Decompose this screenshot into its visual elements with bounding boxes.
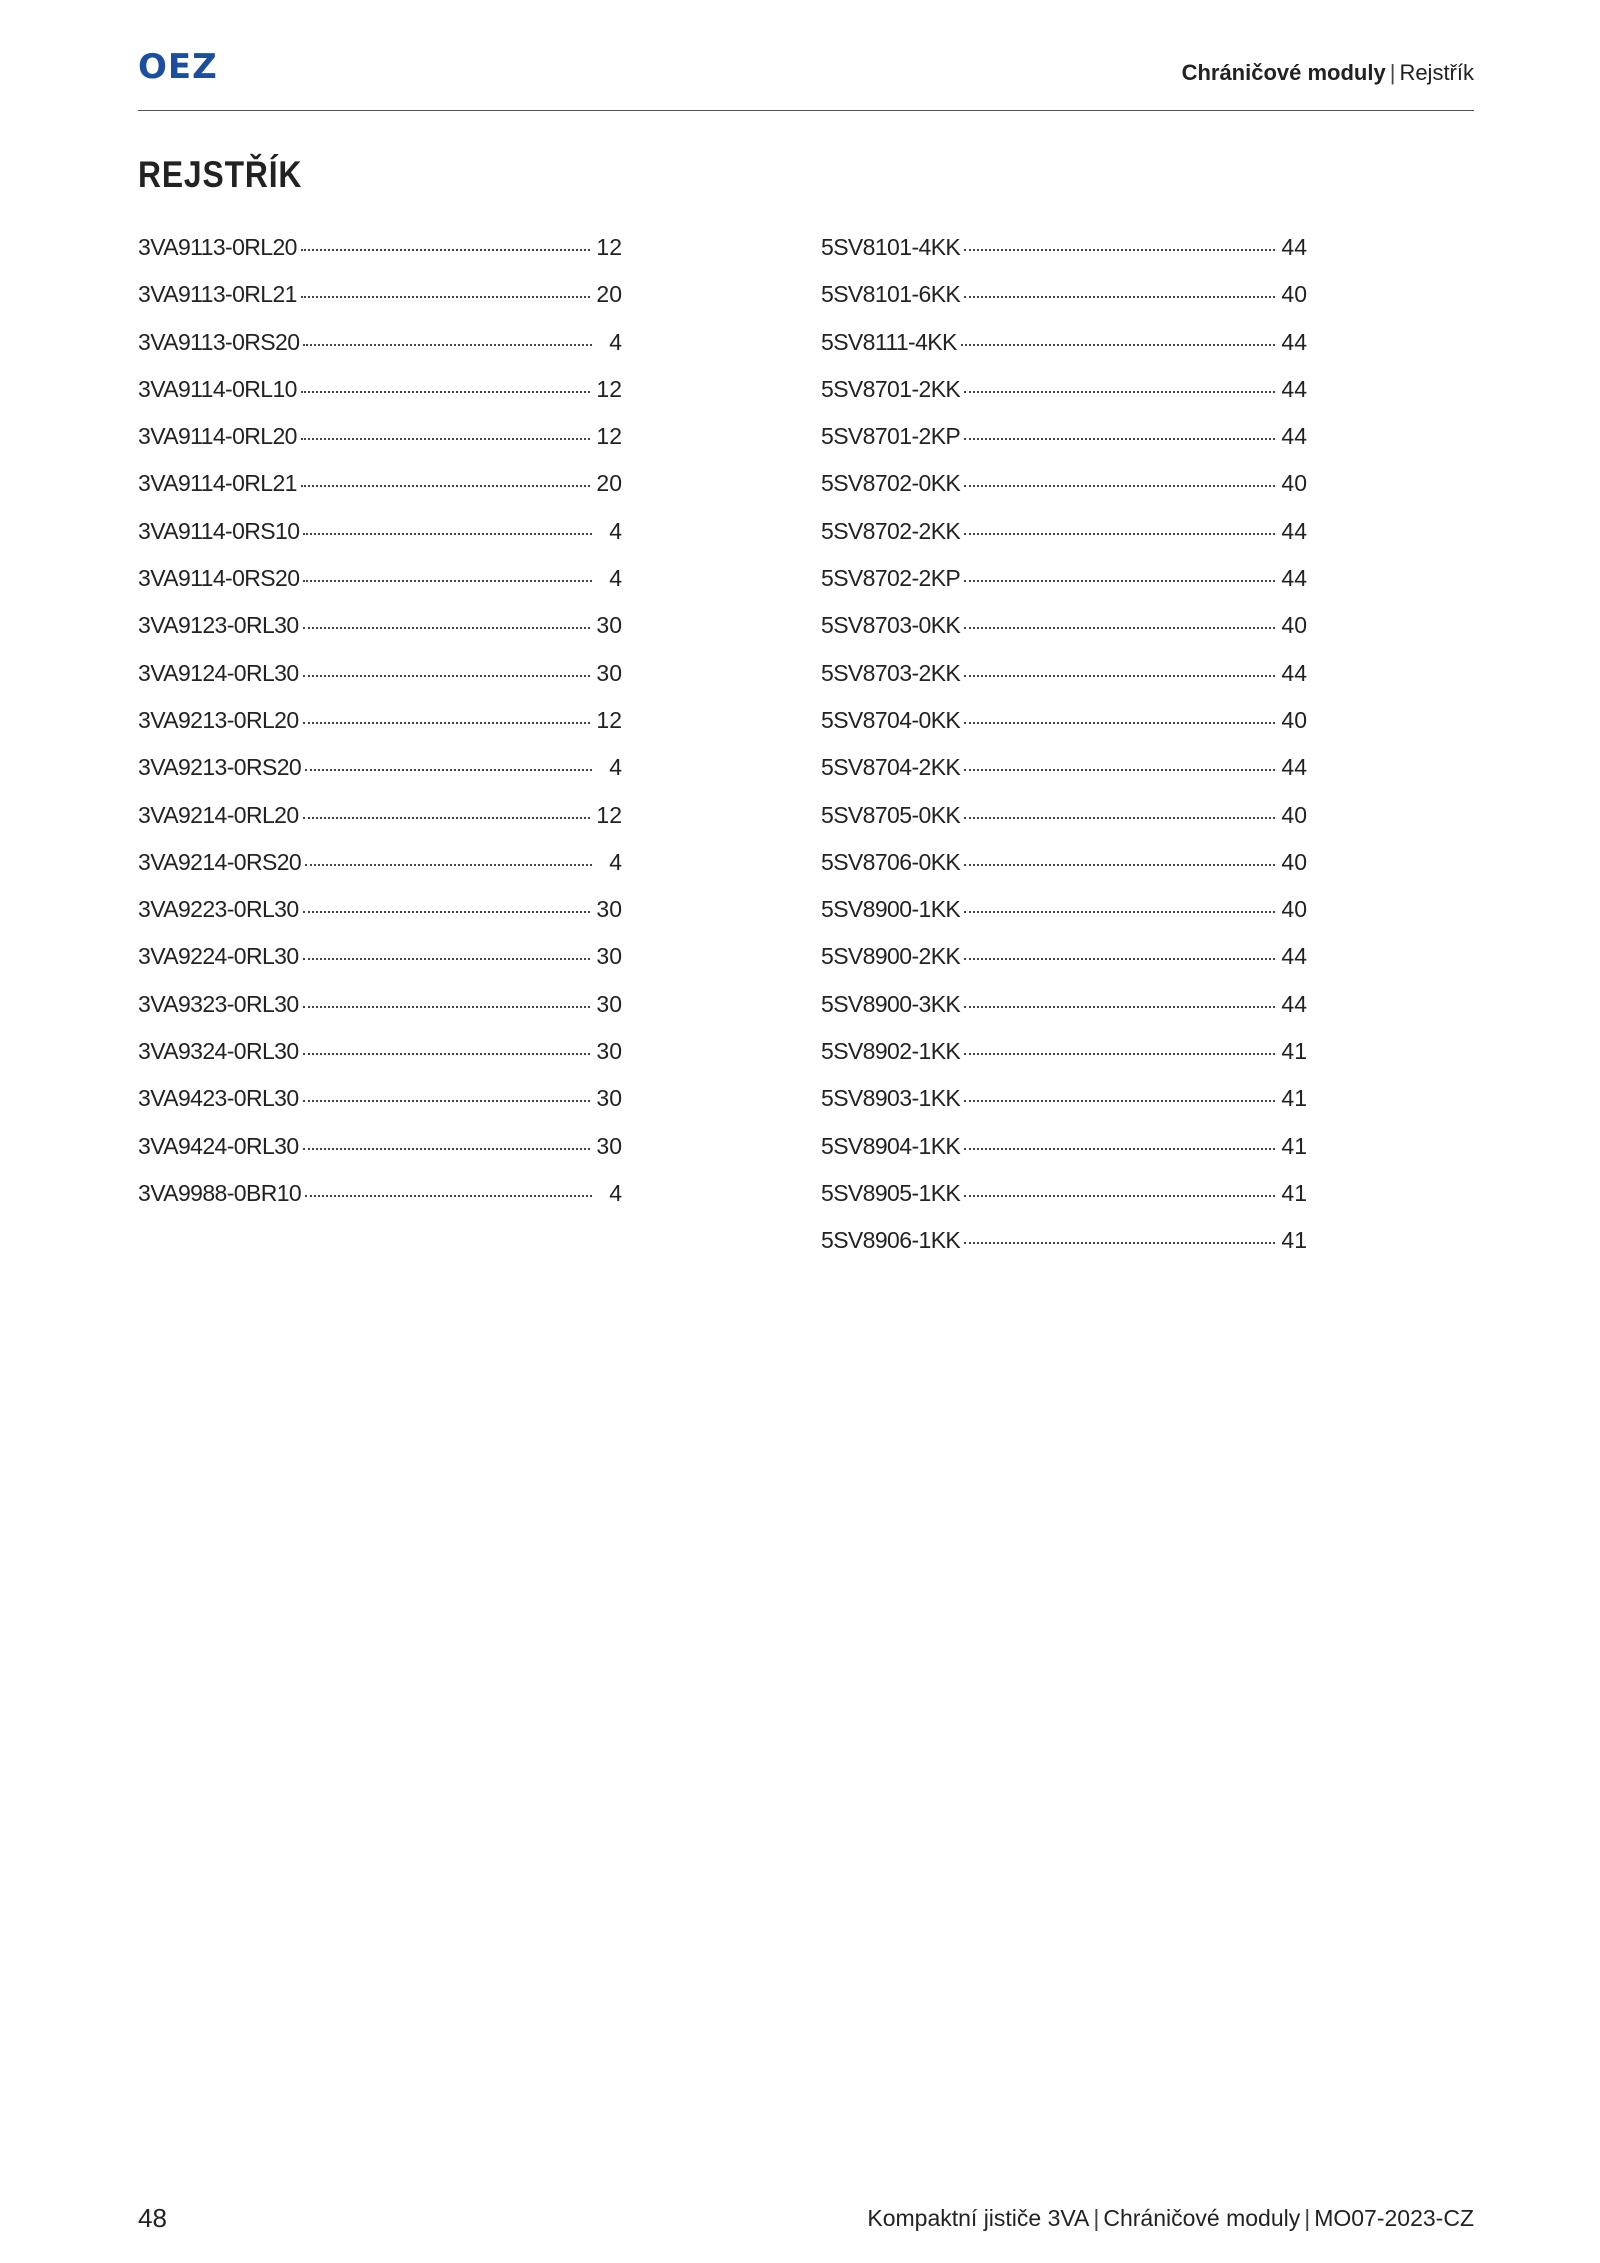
dot-leader [964, 1148, 1275, 1150]
index-entry [821, 849, 1307, 896]
dot-leader [303, 344, 592, 346]
index-entry-page: 44 [1281, 943, 1307, 970]
dot-leader [303, 722, 591, 724]
index-entry-page: 30 [596, 659, 622, 686]
index-entry-code: 3VA9213-0RL20 [138, 706, 299, 733]
index-entry-page: 41 [1281, 1179, 1307, 1206]
index-entry-code: 5SV8101-6KK [821, 281, 961, 308]
dot-leader [301, 296, 591, 298]
index-entry [138, 281, 622, 328]
dot-leader [301, 485, 591, 487]
header-section: Chráničové moduly [1181, 60, 1386, 85]
header-separator: | [1389, 60, 1396, 85]
index-entry-page: 41 [1281, 1132, 1307, 1159]
dot-leader [964, 722, 1275, 724]
index-entry-code: 5SV8900-1KK [821, 896, 961, 923]
index-entry-page: 30 [596, 1085, 622, 1112]
index-entry [138, 423, 622, 470]
index-entry-page: 40 [1281, 706, 1307, 733]
header-subsection: Rejstřík [1399, 60, 1474, 85]
index-entry-code: 3VA9423-0RL30 [138, 1085, 299, 1112]
index-entry [138, 896, 622, 943]
index-entry-code: 3VA9224-0RL30 [138, 943, 299, 970]
index-entry [138, 234, 622, 281]
index-entry [138, 1133, 622, 1180]
dot-leader [303, 817, 591, 819]
index-entry [821, 1085, 1307, 1132]
index-entry [138, 376, 622, 423]
index-entry [821, 281, 1307, 328]
dot-leader [964, 1100, 1275, 1102]
dot-leader [964, 1195, 1275, 1197]
index-entry-code: 5SV8900-2KK [821, 943, 961, 970]
index-entry-code: 5SV8902-1KK [821, 1038, 961, 1065]
index-entry-page: 44 [1281, 754, 1307, 781]
index-entry [821, 896, 1307, 943]
page-number: 48 [138, 2203, 167, 2233]
index-entry-code: 3VA9324-0RL30 [138, 1038, 299, 1065]
index-entry-page: 4 [609, 565, 622, 592]
index-entry [821, 943, 1307, 990]
index-entry-page: 44 [1281, 565, 1307, 592]
index-entry [821, 612, 1307, 659]
index-entry [138, 943, 622, 990]
index-entry-code: 5SV8706-0KK [821, 848, 961, 875]
dot-leader [305, 1195, 592, 1197]
index-entry-page: 12 [596, 423, 622, 450]
index-entry-code: 5SV8702-2KP [821, 565, 961, 592]
header-divider [138, 110, 1474, 111]
index-entry-code: 5SV8702-0KK [821, 470, 961, 497]
index-entry-page: 4 [609, 848, 622, 875]
index-entry [821, 565, 1307, 612]
index-entry-code: 5SV8906-1KK [821, 1227, 961, 1254]
index-entry-page: 30 [596, 943, 622, 970]
index-column-right [821, 234, 1307, 1275]
dot-leader [301, 249, 591, 251]
index-entry-page: 40 [1281, 612, 1307, 639]
index-entry-code: 3VA9124-0RL30 [138, 659, 299, 686]
dot-leader [964, 1053, 1275, 1055]
index-entry [138, 565, 622, 612]
index-entry [138, 802, 622, 849]
index-entry [138, 849, 622, 896]
footer-separator: | [1093, 2205, 1100, 2231]
dot-leader [964, 533, 1275, 535]
index-entry-page: 41 [1281, 1227, 1307, 1254]
dot-leader [303, 958, 591, 960]
index-entry-code: 3VA9214-0RS20 [138, 848, 302, 875]
index-entry-page: 4 [609, 1179, 622, 1206]
index-entry-code: 3VA9323-0RL30 [138, 990, 299, 1017]
index-entry-code: 5SV8111-4KK [821, 328, 957, 355]
index-entry-code: 3VA9223-0RL30 [138, 896, 299, 923]
index-entry-page: 12 [596, 801, 622, 828]
index-entry [138, 612, 622, 659]
index-entry-code: 5SV8703-2KK [821, 659, 961, 686]
dot-leader [964, 249, 1275, 251]
index-entry [821, 802, 1307, 849]
index-entry [821, 1180, 1307, 1227]
dot-leader [301, 438, 591, 440]
index-entry-page: 30 [596, 990, 622, 1017]
dot-leader [964, 296, 1275, 298]
dot-leader [964, 627, 1275, 629]
index-entry-page: 4 [609, 328, 622, 355]
index-entry-code: 3VA9114-0RS10 [138, 517, 300, 544]
index-entry-page: 44 [1281, 517, 1307, 544]
index-entry [138, 1180, 622, 1227]
index-entry-code: 3VA9113-0RL21 [138, 281, 297, 308]
index-entry-page: 44 [1281, 990, 1307, 1017]
index-entry-code: 5SV8701-2KP [821, 423, 961, 450]
index-entry-code: 3VA9123-0RL30 [138, 612, 299, 639]
dot-leader [303, 1100, 591, 1102]
index-entry-code: 3VA9424-0RL30 [138, 1132, 299, 1159]
index-entry-code: 3VA9988-0BR10 [138, 1179, 302, 1206]
index-entry-page: 4 [609, 517, 622, 544]
index-entry-page: 44 [1281, 234, 1307, 260]
index-entry-page: 30 [596, 612, 622, 639]
index-entry-page: 20 [596, 281, 622, 308]
dot-leader [303, 1148, 591, 1150]
dot-leader [964, 1006, 1275, 1008]
dot-leader [964, 769, 1275, 771]
index-entry-code: 3VA9114-0RL20 [138, 423, 297, 450]
page-title: REJSTŘÍK [138, 154, 303, 195]
dot-leader [301, 391, 591, 393]
index-entry [138, 991, 622, 1038]
index-entry [821, 423, 1307, 470]
index-entry-page: 30 [596, 1132, 622, 1159]
index-entry-code: 5SV8702-2KK [821, 517, 961, 544]
index-entry-page: 12 [596, 234, 622, 260]
footer-separator: | [1304, 2205, 1311, 2231]
index-entry [821, 754, 1307, 801]
footer-text [867, 2207, 1474, 2230]
dot-leader [964, 580, 1275, 582]
dot-leader [964, 438, 1275, 440]
index-entry [138, 707, 622, 754]
header-section-title [1182, 62, 1474, 84]
dot-leader [303, 911, 591, 913]
index-entry-code: 5SV8704-0KK [821, 706, 961, 733]
index-entry-code: 5SV8705-0KK [821, 801, 961, 828]
footer-doc-code: MO07-2023-CZ [1314, 2205, 1474, 2231]
dot-leader [303, 675, 591, 677]
dot-leader [961, 344, 1276, 346]
index-entry-page: 40 [1281, 848, 1307, 875]
index-entry [138, 1085, 622, 1132]
index-entry-code: 3VA9113-0RS20 [138, 328, 300, 355]
index-entry-code: 3VA9113-0RL20 [138, 234, 297, 260]
index-entry-code: 5SV8701-2KK [821, 375, 961, 402]
dot-leader [964, 485, 1275, 487]
index-entry [138, 470, 622, 517]
index-entry [821, 470, 1307, 517]
footer-section: Chráničové moduly [1103, 2205, 1301, 2231]
index-entry [821, 1227, 1307, 1274]
index-entry-page: 40 [1281, 470, 1307, 497]
index-entry [821, 1038, 1307, 1085]
index-entry-page: 40 [1281, 896, 1307, 923]
index-entry-code: 3VA9114-0RL21 [138, 470, 297, 497]
dot-leader [303, 533, 592, 535]
index-entry-code: 5SV8903-1KK [821, 1085, 961, 1112]
index-entry-page: 40 [1281, 801, 1307, 828]
index-entry-page: 20 [596, 470, 622, 497]
index-entry-code: 3VA9214-0RL20 [138, 801, 299, 828]
dot-leader [303, 1053, 591, 1055]
index-entry-code: 5SV8904-1KK [821, 1132, 961, 1159]
index-entry-page: 44 [1281, 659, 1307, 686]
dot-leader [303, 627, 591, 629]
dot-leader [964, 1242, 1275, 1244]
dot-leader [964, 391, 1275, 393]
dot-leader [964, 958, 1275, 960]
index-entry [138, 329, 622, 376]
index-entry-page: 30 [596, 1038, 622, 1065]
index-entry [138, 754, 622, 801]
index-entry-page: 44 [1281, 375, 1307, 402]
index-entry-page: 44 [1281, 423, 1307, 450]
dot-leader [305, 864, 592, 866]
index-entry [138, 518, 622, 565]
index-entry [821, 1133, 1307, 1180]
index-entry [138, 1038, 622, 1085]
dot-leader [964, 911, 1275, 913]
dot-leader [964, 817, 1275, 819]
index-entry [821, 660, 1307, 707]
index-entry [821, 234, 1307, 281]
dot-leader [305, 769, 592, 771]
index-entry-code: 5SV8704-2KK [821, 754, 961, 781]
index-entry [138, 660, 622, 707]
index-column-left [138, 234, 622, 1227]
index-entry-page: 4 [609, 754, 622, 781]
index-entry-page: 41 [1281, 1038, 1307, 1065]
index-entry-code: 5SV8101-4KK [821, 234, 961, 260]
footer-catalog: Kompaktní jističe 3VA [867, 2205, 1090, 2231]
index-entry-page: 40 [1281, 281, 1307, 308]
dot-leader [964, 864, 1275, 866]
index-entry-page: 30 [596, 896, 622, 923]
index-entry-page: 41 [1281, 1085, 1307, 1112]
index-entry-code: 5SV8905-1KK [821, 1179, 961, 1206]
index-entry-code: 5SV8703-0KK [821, 612, 961, 639]
index-entry-code: 5SV8900-3KK [821, 990, 961, 1017]
index-entry-page: 44 [1281, 328, 1307, 355]
index-entry [821, 991, 1307, 1038]
index-entry [821, 329, 1307, 376]
index-entry-code: 3VA9213-0RS20 [138, 754, 302, 781]
index-entry-page: 12 [596, 706, 622, 733]
dot-leader [964, 675, 1275, 677]
dot-leader [303, 580, 592, 582]
index-entry [821, 518, 1307, 565]
dot-leader [303, 1006, 591, 1008]
index-entry [821, 376, 1307, 423]
index-entry [821, 707, 1307, 754]
index-entry-code: 3VA9114-0RL10 [138, 375, 297, 402]
index-entry-code: 3VA9114-0RS20 [138, 565, 300, 592]
index-entry-page: 12 [596, 375, 622, 402]
oez-logo: OEZ [138, 47, 218, 87]
